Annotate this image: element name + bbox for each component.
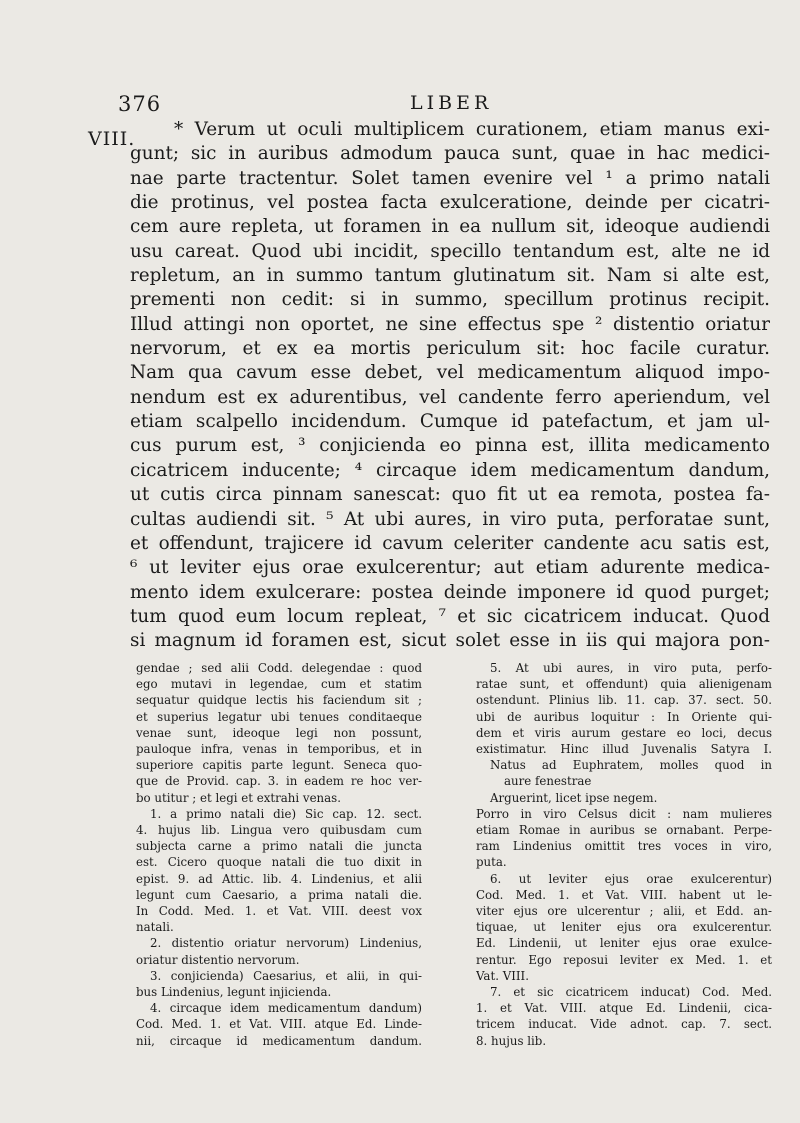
footnote-line: etiam Romae in auribus se ornabant. Perpe-: [476, 823, 772, 838]
chapter-mark: VIII.: [88, 128, 136, 150]
footnote-line: puta.: [476, 855, 507, 870]
main-text-line: mento idem exulcerare: postea deinde imponere id quod purget;: [130, 581, 770, 603]
footnote-line: 4. hujus lib. Lingua vero quibusdam cum: [136, 823, 422, 838]
running-head: LIBER: [410, 92, 493, 114]
main-text-line: repletum, an in summo tantum glutinatum sit. Nam si alte est,: [130, 265, 770, 287]
main-text-line: ut cutis circa pinnam sanescat: quo fit ut ea remota, postea fa-: [130, 484, 770, 506]
main-text-line: tum quod eum locum repleat, ⁷ et sic cicatricem inducat. Quod: [130, 605, 770, 627]
footnote-line: bus Lindenius, legunt injicienda.: [136, 985, 332, 1000]
main-text-line: prementi non cedit: si in summo, specillum protinus recipit.: [130, 289, 770, 311]
main-text-line: usu careat. Quod ubi incidit, specillo tentandum est, alte ne id: [130, 240, 770, 262]
footnote-line: tricem inducat. Vide adnot. cap. 7. sect.: [476, 1017, 772, 1032]
main-text-line: si magnum id foramen est, sicut solet esse in iis qui majora pon-: [130, 630, 770, 652]
main-text-line: et offendunt, trajicere id cavum celeriter candente acu satis est,: [130, 532, 770, 554]
footnote-line: 1. et Vat. VIII. atque Ed. Lindenii, cica-: [476, 1001, 772, 1016]
main-text-line: nendum est ex adurentibus, vel candente ferro aperiendum, vel: [130, 386, 770, 408]
footnote-line: sequatur quidque lectis his faciendum sit ;: [136, 693, 422, 708]
footnote-line: Arguerint, licet ipse negem.: [490, 790, 658, 805]
footnote-line: venae sunt, ideoque legi non possunt,: [136, 725, 422, 740]
footnote-line: 6. ut leviter ejus orae exulcerentur): [490, 871, 772, 886]
main-text-line: Illud attingi non oportet, ne sine effectus spe ² distentio oriatur: [130, 313, 770, 335]
main-text-line: cultas audiendi sit. ⁵ At ubi aures, in viro puta, perforatae sunt,: [130, 508, 770, 530]
footnote-line: subjecta carne a primo natali die juncta: [136, 839, 422, 854]
footnote-line: est. Cicero quoque natali die tuo dixit in: [136, 855, 422, 870]
main-text-line: ⁶ ut leviter ejus orae exulcerentur; aut etiam adurente medica-: [130, 557, 770, 579]
footnote-line: superiore capitis parte legunt. Seneca quo-: [136, 758, 422, 773]
footnote-line: 5. At ubi aures, in viro puta, perfo-: [490, 661, 772, 675]
footnote-line: pauloque infra, venas in temporibus, et in: [136, 742, 422, 757]
footnote-line: 4. circaque idem medicamentum dandum): [150, 1001, 422, 1016]
footnotes-left-column: [136, 660, 422, 1049]
footnote-line: oriatur distentio nervorum.: [136, 952, 300, 967]
footnote-line: ego mutavi in legendae, cum et statim: [136, 677, 422, 692]
main-text-block: [130, 118, 770, 654]
footnote-line: In Codd. Med. 1. et Vat. VIII. deest vox: [136, 904, 422, 919]
footnote-line: ratae sunt, et offendunt) quia alienigenam: [476, 677, 772, 692]
footnote-line: rentur. Ego reposui leviter ex Med. 1. et: [476, 952, 772, 967]
footnote-line: ram Lindenius omittit tres voces in viro,: [476, 839, 772, 854]
footnote-line: ostendunt. Plinius lib. 11. cap. 37. sect. 50.: [476, 693, 772, 708]
footnote-line: epist. 9. ad Attic. lib. 4. Lindenius, et alii: [136, 871, 422, 886]
footnote-line: tiquae, ut leniter ejus ora exulcerentur.: [476, 920, 772, 935]
footnote-line: Natus ad Euphratem, molles quod in: [490, 758, 772, 773]
footnote-line: 7. et sic cicatricem inducat) Cod. Med.: [490, 985, 772, 1000]
footnote-line: gendae ; sed alii Codd. delegendae : quod: [136, 661, 422, 675]
footnote-line: nii, circaque id medicamentum dandum.: [136, 1033, 422, 1048]
footnote-line: Porro in viro Celsus dicit : nam mulieres: [476, 806, 772, 821]
main-text-line: cem aure repleta, ut foramen in ea nullum sit, ideoque audiendi: [130, 216, 770, 238]
footnote-line: natali.: [136, 920, 174, 935]
main-text-line: nae parte tractentur. Solet tamen evenire vel ¹ a primo natali: [130, 167, 770, 189]
main-text-line: gunt; sic in auribus admodum pauca sunt, quae in hac medici-: [130, 143, 770, 165]
footnote-line: ubi de auribus loquitur : In Oriente qui-: [476, 709, 772, 724]
footnote-line: aure fenestrae: [504, 774, 592, 789]
footnote-line: bo utitur ; et legi et extrahi venas.: [136, 790, 341, 805]
footnote-line: viter ejus ore ulcerentur ; alii, et Edd. an-: [476, 904, 772, 919]
main-text-line: nervorum, et ex ea mortis periculum sit: hoc facile curatur.: [130, 338, 770, 360]
footnote-line: 3. conjicienda) Caesarius, et alii, in qui-: [150, 968, 422, 983]
footnote-line: Cod. Med. 1. et Vat. VIII. atque Ed. Linde-: [136, 1017, 422, 1032]
footnote-line: Cod. Med. 1. et Vat. VIII. habent ut le-: [476, 887, 772, 902]
main-text-line: cicatricem inducente; ⁴ circaque idem medicamentum dandum,: [130, 459, 770, 481]
footnote-line: legunt cum Caesario, a prima natali die.: [136, 887, 422, 902]
main-text-line: die protinus, vel postea facta exulceratione, deinde per cicatri-: [130, 192, 770, 214]
page-number: 376: [118, 92, 162, 116]
main-text-line: etiam scalpello incidendum. Cumque id patefactum, et jam ul-: [130, 411, 770, 433]
footnote-line: 1. a primo natali die) Sic cap. 12. sect.: [150, 806, 422, 821]
footnote-line: Ed. Lindenii, ut leniter ejus orae exulce-: [476, 936, 772, 951]
footnote-line: 8. hujus lib.: [476, 1033, 547, 1048]
footnote-line: que de Provid. cap. 3. in eadem re hoc ver-: [136, 774, 422, 789]
main-text-line: * Verum ut oculi multiplicem curationem, etiam manus exi-: [174, 119, 770, 140]
footnote-line: et superius legatur ubi tenues conditaeque: [136, 709, 422, 724]
main-text-line: cus purum est, ³ conjicienda eo pinna est, illita medicamento: [130, 435, 770, 457]
footnote-line: dem et viris aurum gestare eo loci, decus: [476, 725, 772, 740]
footnote-line: Vat. VIII.: [476, 968, 529, 983]
footnotes-right-column: [476, 660, 772, 1049]
footnote-line: existimatur. Hinc illud Juvenalis Satyra I.: [476, 742, 772, 757]
main-text-line: Nam qua cavum esse debet, vel medicamentum aliquod impo-: [130, 362, 770, 384]
footnote-line: 2. distentio oriatur nervorum) Lindenius,: [150, 936, 422, 951]
